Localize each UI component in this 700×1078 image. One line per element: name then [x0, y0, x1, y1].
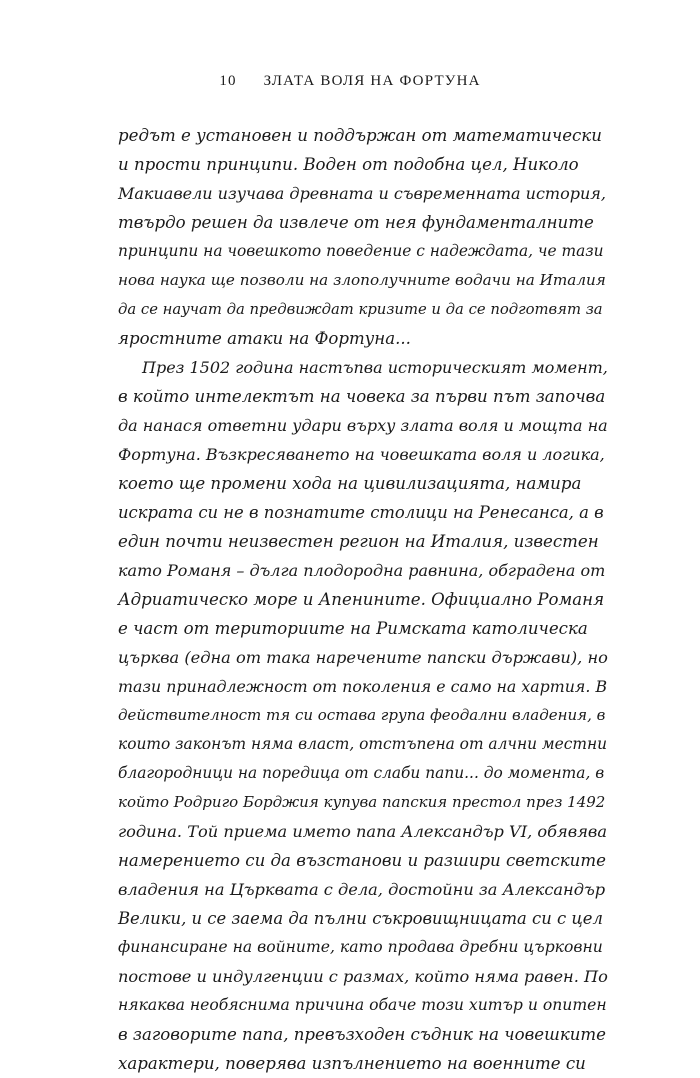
text-line: искрата си не в познатите столици на Ренесанса, а в — [118, 503, 604, 522]
paragraph-first-line: През 1502 година настъпва историческият момент, — [142, 358, 608, 377]
text-line: в заговорите папа, превъзходен съдник на човешките — [118, 1025, 606, 1044]
text-line: финансиране на войните, като продава дребни църковни — [118, 938, 603, 956]
text-line: някаква необяснима причина обаче този хитър и опитен — [118, 996, 607, 1014]
text-line: да се научат да предвиждат кризите и да се подготвят за — [118, 301, 603, 318]
text-line: характери, поверява изпълнението на военните си — [118, 1054, 586, 1073]
text-line: намерението си да възстанови и разшири светските — [118, 851, 606, 870]
text-line: редът е установен и поддържан от математически — [118, 126, 602, 145]
text-line: Фортуна. Възкресяването на човешката воля и логика, — [118, 445, 605, 464]
body-text — [118, 121, 608, 1078]
text-line: действителност тя си остава група феодални владения, в — [118, 706, 606, 724]
text-line: благородници на поредица от слаби папи... до момента, в — [118, 764, 605, 782]
text-line: в който интелектът на човека за първи път започва — [118, 387, 606, 406]
text-line: година. Той приема името папа Александър VI, обявява — [118, 822, 607, 841]
text-line: постове и индулгенции с размах, който няма равен. По — [118, 967, 608, 986]
text-line: един почти неизвестен регион на Италия, известен — [118, 532, 599, 551]
text-line: да нанася ответни удари върху злата воля и мощта на — [118, 416, 608, 435]
text-line: което ще промени хода на цивилизацията, намира — [118, 474, 582, 493]
text-line: като Романя – дълга плодородна равнина, обградена от — [118, 561, 606, 580]
text-line: тази принадлежност от поколения е само на хартия. В — [118, 677, 608, 696]
page-number: 10 — [219, 73, 237, 89]
running-title: ЗЛАТА ВОЛЯ НА ФОРТУНА — [263, 73, 481, 89]
text-line: е част от териториите на Римската католическа — [118, 619, 588, 638]
text-line: нова наука ще позволи на злополучните водачи на Италия — [118, 271, 606, 289]
text-line: Адриатическо море и Апенините. Официално Романя — [118, 590, 605, 609]
text-line: твърдо решен да извлече от нея фундаменталните — [118, 213, 594, 232]
text-line: и прости принципи. Воден от подобна цел, Николо — [118, 155, 579, 174]
text-line: църква (една от така наречените папски държави), но — [118, 648, 608, 667]
running-head — [0, 73, 700, 90]
text-line: Макиавели изучава древната и съвременната история, — [118, 184, 606, 203]
text-line: владения на Църквата с дела, достойни за Александър — [118, 880, 606, 899]
text-line: Велики, и се заема да пълни съкровищницата си с цел — [118, 909, 603, 928]
text-line: който Родриго Борджия купува папския престол през 1492 — [118, 793, 606, 811]
text-line: които законът няма власт, отстъпена от алчни местни — [118, 735, 608, 753]
text-line: принципи на човешкото поведение с надеждата, че тази — [118, 242, 604, 260]
text-line: яростните атаки на Фортуна... — [118, 329, 411, 348]
